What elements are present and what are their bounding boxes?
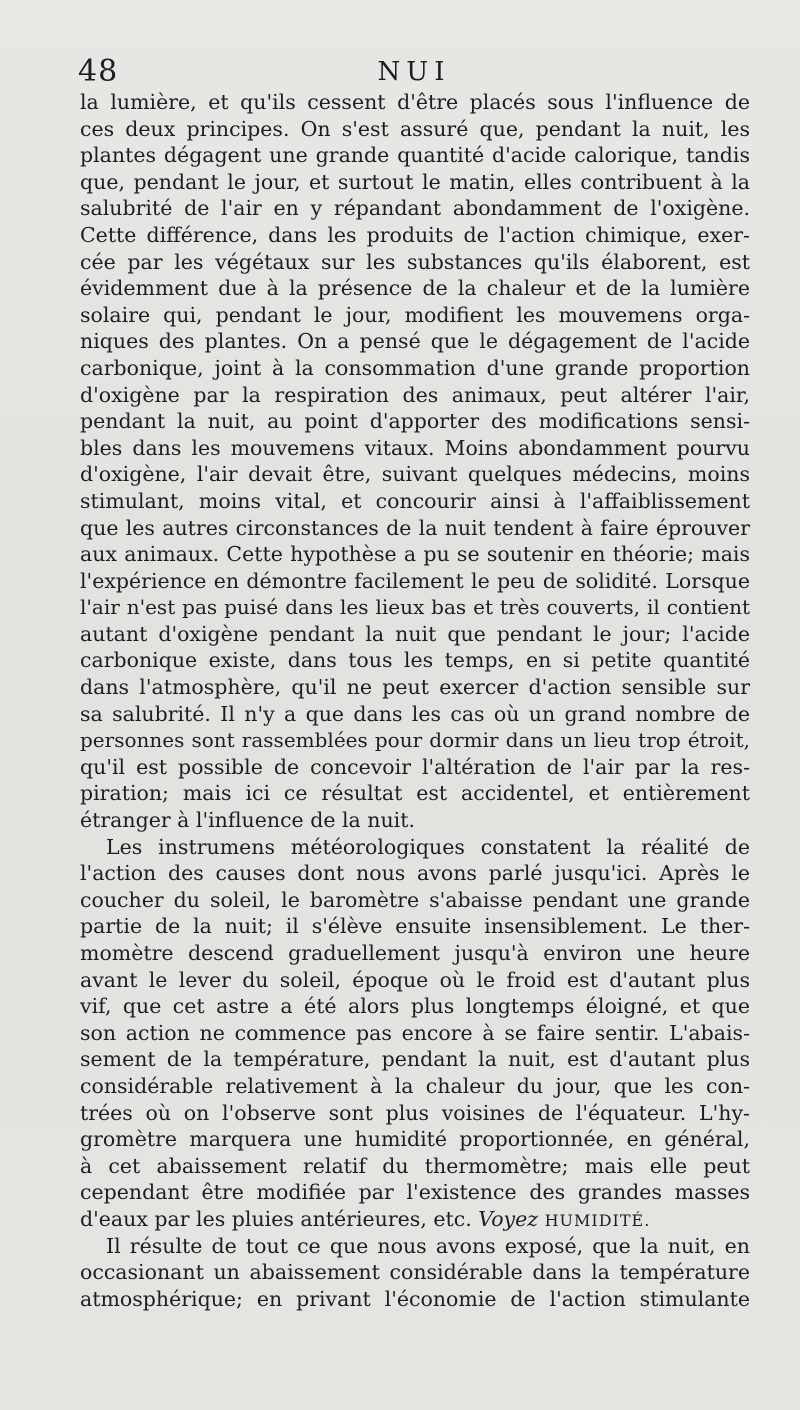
text-line: bles dans les mouvemens vitaux. Moins abondamment pourvu xyxy=(80,435,750,460)
text-line: d'oxigène par la respiration des animaux, peut altérer l'air, xyxy=(80,382,750,407)
text-line: considérable relativement à la chaleur du jour, que les con- xyxy=(80,1073,750,1098)
paragraph-end-line xyxy=(80,1206,750,1233)
text-line: trées où on l'observe sont plus voisines de l'équateur. L'hy- xyxy=(80,1100,750,1125)
paragraph-start-line: Il résulte de tout ce que nous avons exposé, que la nuit, en xyxy=(106,1233,750,1258)
text-line: que les autres circonstances de la nuit tendent à faire éprouver xyxy=(80,515,750,540)
paragraph-end-line: étranger à l'influence de la nuit. xyxy=(80,808,415,833)
text-line: niques des plantes. On a pensé que le dégagement de l'acide xyxy=(80,329,750,354)
text-line: l'action des causes dont nous avons parlé jusqu'ici. Après le xyxy=(80,861,750,886)
text-line: solaire qui, pendant le jour, modifient les mouvemens orga- xyxy=(80,302,750,327)
text-line: personnes sont rassemblées pour dormir dans un lieu trop étroit, xyxy=(80,728,750,753)
page-header xyxy=(78,52,750,92)
text-line: cée par les végétaux sur les substances qu'ils élaborent, est xyxy=(80,249,750,274)
text-line: autant d'oxigène pendant la nuit que pendant le jour; l'acide xyxy=(80,621,750,646)
text-line: pendant la nuit, au point d'apporter des modifications sensi- xyxy=(80,409,750,434)
text-line: cependant être modifiée par l'existence des grandes masses xyxy=(80,1180,750,1205)
text-line: avant le lever du soleil, époque où le froid est d'autant plus xyxy=(80,967,750,992)
text-line: qu'il est possible de concevoir l'altération de l'air par la res- xyxy=(80,754,750,779)
text-line: aux animaux. Cette hypothèse a pu se soutenir en théorie; mais xyxy=(80,542,750,567)
text-line: à cet abaissement relatif du thermomètre; mais elle peut xyxy=(80,1153,750,1178)
text-line: son action ne commence pas encore à se faire sentir. L'abais- xyxy=(80,1020,750,1045)
text-line: plantes dégagent une grande quantité d'acide calorique, tandis xyxy=(80,143,750,168)
text-line: stimulant, moins vital, et concourir ainsi à l'affaiblissement xyxy=(80,488,750,513)
text-line: vif, que cet astre a été alors plus longtemps éloigné, et que xyxy=(80,994,750,1019)
paragraph-start-line: Les instrumens météorologiques constatent la réalité de xyxy=(106,834,750,859)
text-line: carbonique, joint à la consommation d'une grande proportion xyxy=(80,355,750,380)
running-head: NUI xyxy=(377,57,451,87)
text-line: sement de la température, pendant la nuit, est d'autant plus xyxy=(80,1047,750,1072)
text-line: partie de la nuit; il s'élève ensuite insensiblement. Le ther- xyxy=(80,914,750,939)
text-line: Cette différence, dans les produits de l'action chimique, exer- xyxy=(80,222,750,247)
crossref-voyez: Voyez xyxy=(478,1206,539,1231)
text-line: sa salubrité. Il n'y a que dans les cas où un grand nombre de xyxy=(80,701,750,726)
text-line: l'expérience en démontre facilement le peu de solidité. Lorsque xyxy=(80,568,750,593)
crossref-term: HUMIDITÉ. xyxy=(544,1210,651,1230)
text-line: la lumière, et qu'ils cessent d'être placés sous l'influence de xyxy=(80,90,750,114)
text-line: atmosphérique; en privant l'économie de l'action stimulante xyxy=(80,1286,750,1311)
text-line: que, pendant le jour, et surtout le matin, elles contribuent à la xyxy=(80,169,750,194)
text-line: carbonique existe, dans tous les temps, en si petite quantité xyxy=(80,648,750,673)
text-line: l'air n'est pas puisé dans les lieux bas et très couverts, il contient xyxy=(80,595,750,620)
text-line: momètre descend graduellement jusqu'à environ une heure xyxy=(80,941,750,965)
text-line: piration; mais ici ce résultat est accidentel, et entièrement xyxy=(80,781,750,806)
page-number: 48 xyxy=(78,54,119,89)
text-line: d'oxigène, l'air devait être, suivant quelques médecins, moins xyxy=(80,462,750,487)
text-line: salubrité de l'air en y répandant abondamment de l'oxigène. xyxy=(80,196,750,221)
text-line: coucher du soleil, le baromètre s'abaisse pendant une grande xyxy=(80,887,750,912)
text-line: occasionant un abaissement considérable dans la température xyxy=(80,1260,750,1285)
text-line: gromètre marquera une humidité proportionnée, en général, xyxy=(80,1127,750,1152)
line-text: d'eaux par les pluies antérieures, etc. xyxy=(80,1206,472,1231)
text-line: évidemment due à la présence de la chaleur et de la lumière xyxy=(80,276,750,301)
text-line: dans l'atmosphère, qu'il ne peut exercer d'action sensible sur xyxy=(80,675,750,700)
text-line: ces deux principes. On s'est assuré que, pendant la nuit, les xyxy=(80,116,750,141)
body-text xyxy=(80,89,750,1312)
